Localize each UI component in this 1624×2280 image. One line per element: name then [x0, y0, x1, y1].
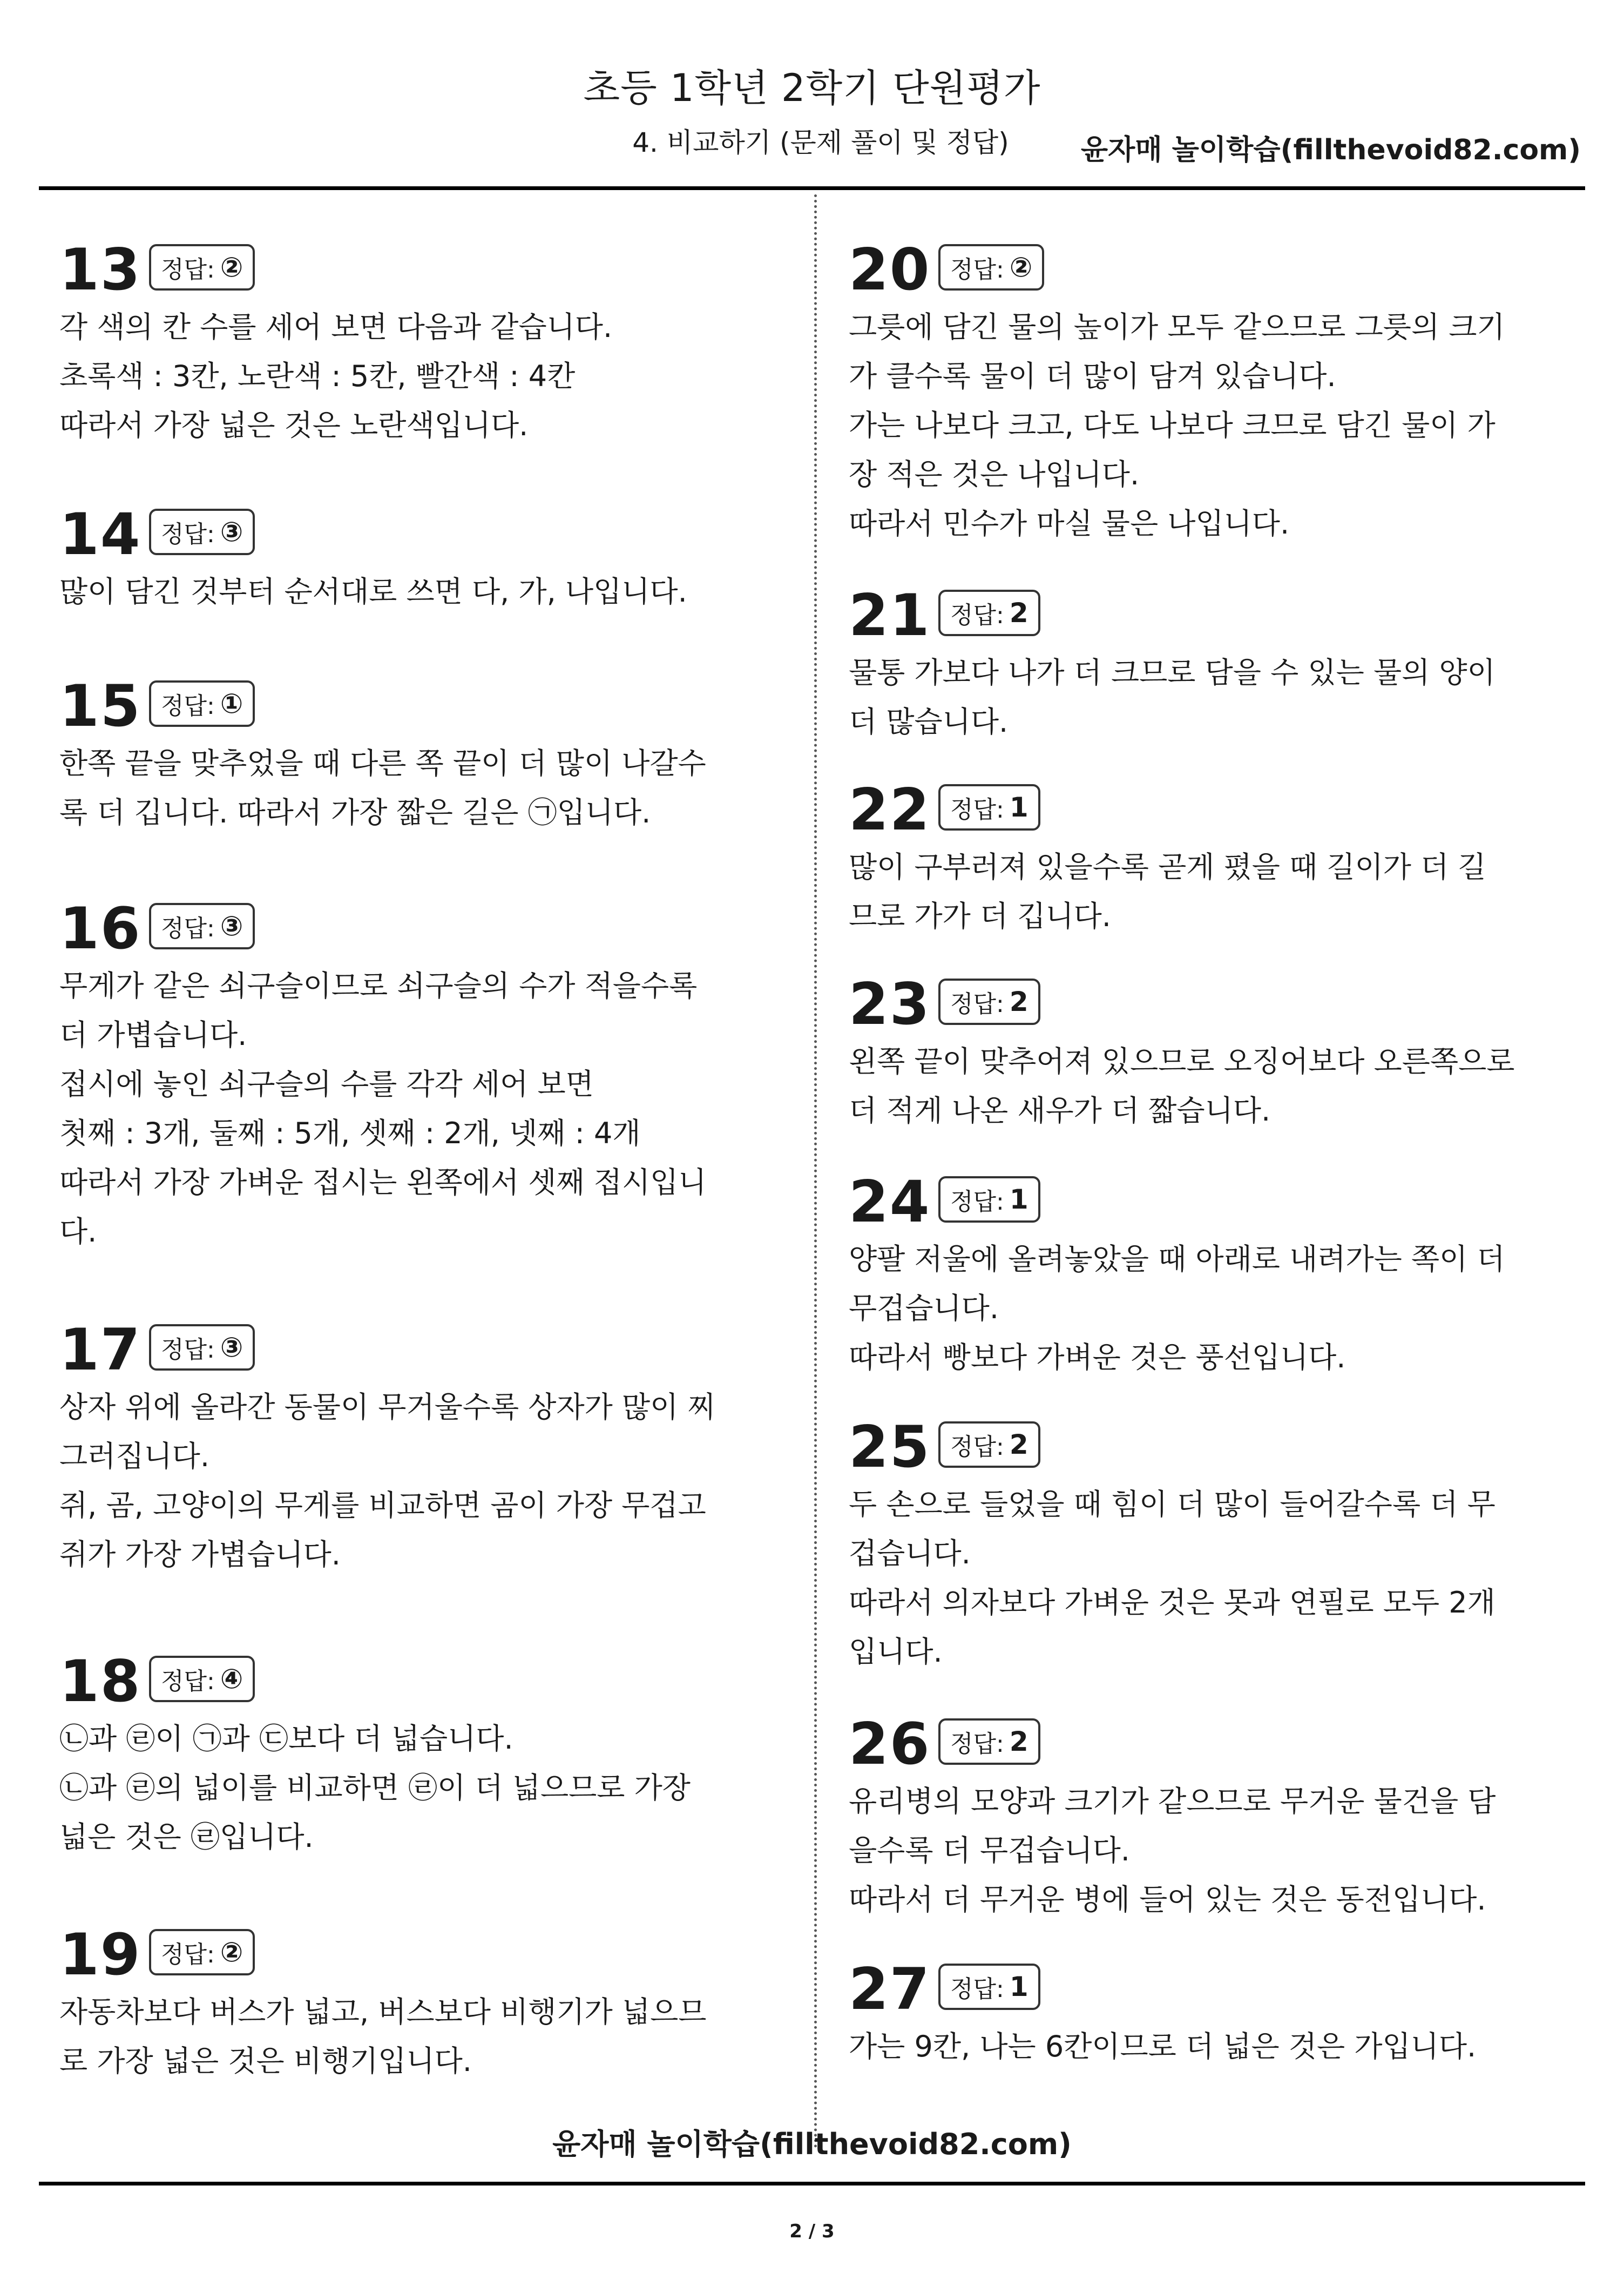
column-divider: [814, 194, 817, 2149]
problem-16: [59, 896, 761, 1256]
problem-number: 21: [849, 582, 931, 649]
page-number: 2 / 3: [789, 2221, 835, 2242]
answer-label: 정답:: [161, 1336, 215, 1364]
answer-badge: [149, 244, 255, 291]
problem-22: [849, 778, 1551, 941]
explanation-line: 쥐, 곰, 고양이의 무게를 비교하면 곰이 가장 무겁고: [59, 1488, 706, 1522]
answer-value: 1: [1009, 1971, 1028, 2002]
problem-header: [849, 1957, 1551, 2022]
explanation-line: 가 클수록 물이 더 많이 담겨 있습니다.: [849, 359, 1336, 393]
problem-number: 25: [849, 1414, 931, 1480]
answer-value: ③: [220, 1332, 243, 1363]
explanation-line: 많이 담긴 것부터 순서대로 쓰면 다, 가, 나입니다.: [59, 575, 687, 609]
explanation-line: 더 많습니다.: [849, 705, 1009, 739]
problem-number: 19: [59, 1921, 141, 1988]
problem-number: 26: [849, 1711, 931, 1777]
answer-value: 2: [1009, 597, 1028, 629]
answer-label: 정답:: [950, 990, 1004, 1018]
explanation-line: 왼쪽 끝이 맞추어져 있으므로 오징어보다 오른쪽으로: [849, 1044, 1515, 1078]
problem-15: [59, 674, 761, 837]
explanation-line: ㉡과 ㉣이 ㉠과 ㉢보다 더 넓습니다.: [59, 1722, 513, 1756]
problem-24: [849, 1170, 1551, 1382]
explanation-line: 첫째 : 3개, 둘째 : 5개, 셋째 : 2개, 넷째 : 4개: [59, 1116, 641, 1150]
problem-21: [849, 583, 1551, 746]
explanation-line: 한쪽 끝을 맞추었을 때 다른 쪽 끝이 더 많이 나갈수: [59, 746, 706, 780]
answer-value: 1: [1009, 792, 1028, 823]
answer-label: 정답:: [161, 692, 215, 720]
problem-number: 27: [849, 1956, 931, 2022]
answer-label: 정답:: [950, 602, 1004, 629]
explanation-line: 입니다.: [849, 1635, 943, 1669]
answer-label: 정답:: [161, 256, 215, 284]
answer-value: ④: [220, 1663, 243, 1695]
answer-value: ③: [220, 910, 243, 942]
problem-number: 24: [849, 1169, 931, 1235]
answer-label: 정답:: [161, 915, 215, 942]
problem-number: 13: [59, 237, 141, 303]
top-rule: [39, 186, 1585, 190]
answer-label: 정답:: [161, 521, 215, 548]
answer-value: ②: [1009, 252, 1033, 283]
answer-label: 정답:: [950, 1433, 1004, 1461]
explanation-line: 따라서 민수가 마실 물은 나입니다.: [849, 507, 1290, 541]
answer-badge: [938, 244, 1044, 291]
explanation-line: 접시에 놓인 쇠구슬의 수를 각각 세어 보면: [59, 1067, 594, 1101]
answer-badge: [938, 1718, 1040, 1765]
problem-header: [59, 896, 761, 961]
explanation-line: 물통 가보다 나가 더 크므로 담을 수 있는 물의 양이: [849, 656, 1496, 690]
explanation-line: 록 더 깁니다. 따라서 가장 짧은 길은 ㉠입니다.: [59, 795, 651, 829]
problem-14: [59, 502, 761, 616]
problem-20: [849, 238, 1551, 548]
answer-badge: [938, 1964, 1040, 2010]
bottom-rule: [39, 2182, 1585, 2185]
problem-header: [849, 238, 1551, 302]
explanation-line: 따라서 가장 가벼운 접시는 왼쪽에서 셋째 접시입니: [59, 1165, 707, 1199]
explanation-line: ㉡과 ㉣의 넓이를 비교하면 ㉣이 더 넓으므로 가장: [59, 1771, 691, 1805]
answer-label: 정답:: [950, 1188, 1004, 1216]
problem-23: [849, 972, 1551, 1135]
answer-value: 2: [1009, 1429, 1028, 1460]
explanation-line: 그러집니다.: [59, 1439, 209, 1473]
explanation-line: 많이 구부러져 있을수록 곧게 폈을 때 길이가 더 길: [849, 850, 1486, 884]
problem-number: 22: [849, 777, 931, 843]
problem-header: [59, 674, 761, 739]
answer-value: 2: [1009, 1726, 1028, 1757]
explanation-line: 로 가장 넓은 것은 비행기입니다.: [59, 2044, 472, 2078]
problem-25: [849, 1415, 1551, 1676]
answer-badge: [149, 1324, 255, 1371]
explanation-line: 자동차보다 버스가 넓고, 버스보다 비행기가 넓으므: [59, 1995, 707, 2029]
explanation-line: 므로 가가 더 깁니다.: [849, 899, 1111, 933]
problem-header: [849, 1415, 1551, 1480]
problem-header: [849, 1170, 1551, 1235]
explanation-line: 양팔 저울에 올려놓았을 때 아래로 내려가는 쪽이 더: [849, 1242, 1505, 1276]
problem-header: [59, 502, 761, 567]
answer-value: ②: [220, 252, 243, 283]
explanation-line: 무게가 같은 쇠구슬이므로 쇠구슬의 수가 적을수록: [59, 969, 698, 1003]
answer-badge: [149, 1929, 255, 1975]
answer-badge: [149, 903, 255, 949]
answer-badge: [149, 1656, 255, 1702]
answer-label: 정답:: [161, 1668, 215, 1695]
explanation-line: 더 적게 나온 새우가 더 짧습니다.: [849, 1094, 1271, 1128]
answer-value: 2: [1009, 986, 1028, 1017]
problem-number: 20: [849, 237, 931, 303]
explanation-line: 따라서 더 무거운 병에 들어 있는 것은 동전입니다.: [849, 1883, 1486, 1917]
problem-header: [59, 238, 761, 302]
problem-header: [849, 583, 1551, 648]
explanation-line: 넓은 것은 ㉣입니다.: [59, 1820, 314, 1854]
answer-label: 정답:: [950, 1730, 1004, 1758]
answer-badge: [938, 979, 1040, 1025]
explanation-line: 따라서 가장 넓은 것은 노란색입니다.: [59, 408, 529, 442]
answer-badge: [938, 590, 1040, 636]
explanation-line: 가는 나보다 크고, 다도 나보다 크므로 담긴 물이 가: [849, 408, 1496, 442]
explanation-line: 장 적은 것은 나입니다.: [849, 457, 1140, 491]
answer-badge: [938, 784, 1040, 831]
problem-17: [59, 1318, 761, 1579]
problem-header: [849, 1712, 1551, 1777]
answer-badge: [938, 1176, 1040, 1223]
problem-header: [59, 1318, 761, 1382]
explanation-line: 을수록 더 무겁습니다.: [849, 1833, 1130, 1867]
answer-label: 정답:: [161, 1941, 215, 1968]
problem-number: 15: [59, 673, 141, 739]
problem-header: [849, 778, 1551, 842]
explanation-line: 겁습니다.: [849, 1536, 971, 1570]
problem-header: [59, 1649, 761, 1714]
answer-value: 1: [1009, 1184, 1028, 1215]
page-subtitle: 4. 비교하기 (문제 풀이 및 정답): [632, 127, 1009, 158]
explanation-line: 다.: [59, 1215, 97, 1249]
problem-18: [59, 1649, 761, 1861]
answer-badge: [149, 680, 255, 727]
footer-brand: 윤자매 놀이학습(fillthevoid82.com): [552, 2127, 1072, 2161]
problem-26: [849, 1712, 1551, 1924]
answer-label: 정답:: [950, 796, 1004, 824]
explanation-line: 가는 9칸, 나는 6칸이므로 더 넓은 것은 가입니다.: [849, 2029, 1477, 2063]
page-title: 초등 1학년 2학기 단원평가: [583, 66, 1041, 110]
answer-value: ②: [220, 1937, 243, 1968]
explanation-line: 쥐가 가장 가볍습니다.: [59, 1537, 341, 1571]
explanation-line: 더 가볍습니다.: [59, 1018, 247, 1052]
problem-header: [849, 972, 1551, 1037]
header-brand: 윤자매 놀이학습(fillthevoid82.com): [1080, 134, 1581, 166]
problem-27: [849, 1957, 1551, 2071]
explanation-line: 따라서 빵보다 가벼운 것은 풍선입니다.: [849, 1340, 1346, 1374]
problem-number: 17: [59, 1317, 141, 1383]
explanation-line: 그릇에 담긴 물의 높이가 모두 같으므로 그릇의 크기: [849, 310, 1505, 344]
answer-badge: [149, 509, 255, 555]
answer-badge: [938, 1421, 1040, 1468]
problem-13: [59, 238, 761, 450]
problem-number: 14: [59, 501, 141, 568]
answer-label: 정답:: [950, 256, 1004, 284]
explanation-line: 두 손으로 들었을 때 힘이 더 많이 들어갈수록 더 무: [849, 1487, 1496, 1521]
explanation-line: 각 색의 칸 수를 세어 보면 다음과 같습니다.: [59, 310, 613, 344]
problem-header: [59, 1923, 761, 1987]
explanation-line: 상자 위에 올라간 동물이 무거울수록 상자가 많이 찌: [59, 1390, 716, 1424]
answer-label: 정답:: [950, 1975, 1004, 2003]
explanation-line: 유리병의 모양과 크기가 같으므로 무거운 물건을 담: [849, 1784, 1496, 1818]
problem-number: 18: [59, 1648, 141, 1715]
problem-19: [59, 1923, 761, 2086]
answer-value: ①: [220, 688, 243, 719]
answer-value: ③: [220, 516, 243, 548]
explanation-line: 따라서 의자보다 가벼운 것은 못과 연필로 모두 2개: [849, 1586, 1496, 1620]
explanation-line: 무겁습니다.: [849, 1291, 999, 1325]
explanation-line: 초록색 : 3칸, 노란색 : 5칸, 빨간색 : 4칸: [59, 359, 576, 393]
problem-number: 23: [849, 971, 931, 1037]
problem-number: 16: [59, 895, 141, 962]
